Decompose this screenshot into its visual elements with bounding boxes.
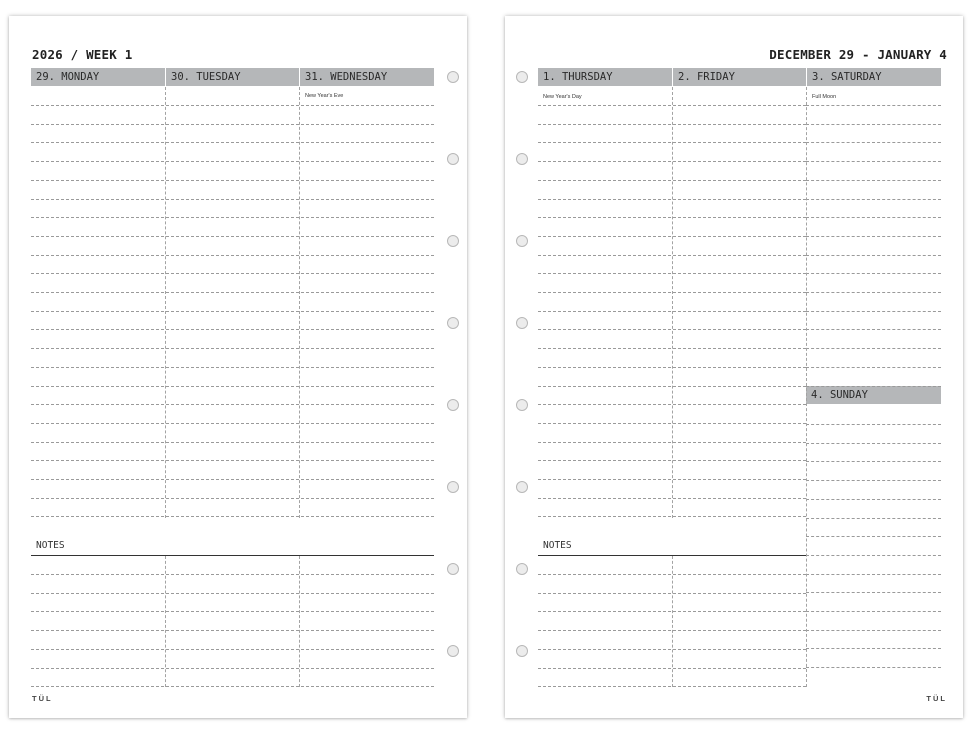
ruled-line	[806, 329, 941, 330]
column-divider	[672, 556, 673, 687]
ruled-line	[806, 124, 941, 125]
ruled-line	[806, 255, 941, 256]
ruled-line	[806, 367, 941, 368]
binder-disc-icon	[515, 234, 529, 248]
ruled-line	[806, 499, 941, 500]
ruled-line	[31, 516, 434, 517]
ruled-line	[31, 423, 434, 424]
column-divider	[672, 87, 673, 518]
right-page	[505, 16, 963, 718]
day-header-saturday: 3. SATURDAY	[806, 68, 941, 86]
holiday-label: New Year's Eve	[305, 93, 344, 99]
binder-disc-icon	[515, 316, 529, 330]
ruled-line	[806, 311, 941, 312]
binder-disc-icon	[515, 398, 529, 412]
ruled-line	[806, 536, 941, 537]
sunday-header-bar	[806, 386, 941, 404]
ruled-line	[31, 574, 434, 575]
ruled-line	[806, 161, 941, 162]
ruled-line	[31, 630, 434, 631]
column-divider	[299, 87, 300, 518]
ruled-line	[806, 630, 941, 631]
ruled-line	[31, 367, 434, 368]
ruled-line	[806, 518, 941, 519]
day-header-thursday: 1. THURSDAY	[543, 71, 613, 83]
binder-disc-icon	[446, 398, 460, 412]
binder-disc-icon	[515, 644, 529, 658]
ruled-line	[31, 236, 434, 237]
ruled-line	[806, 480, 941, 481]
ruled-line	[806, 236, 941, 237]
column-divider	[165, 556, 166, 687]
binder-disc-icon	[446, 562, 460, 576]
column-divider	[165, 87, 166, 518]
brand-logo: TÜL	[926, 694, 947, 703]
binder-disc-icon	[446, 70, 460, 84]
binder-disc-icon	[446, 316, 460, 330]
brand-logo: TÜL	[32, 694, 53, 703]
ruled-line	[806, 648, 941, 649]
notes-rule	[31, 555, 434, 556]
ruled-line	[31, 255, 434, 256]
ruled-line	[806, 217, 941, 218]
ruled-line	[806, 443, 941, 444]
ruled-line	[806, 292, 941, 293]
ruled-line	[31, 292, 434, 293]
ruled-line	[31, 479, 434, 480]
ruled-line	[31, 649, 434, 650]
ruled-line	[806, 273, 941, 274]
ruled-line	[31, 180, 434, 181]
ruled-line	[31, 498, 434, 499]
ruled-line	[31, 668, 434, 669]
day-header-tuesday: 30. TUESDAY	[165, 68, 299, 86]
ruled-line	[806, 142, 941, 143]
ruled-line	[806, 667, 941, 668]
ruled-line	[806, 180, 941, 181]
day-header-bar	[31, 68, 434, 86]
binder-disc-icon	[515, 152, 529, 166]
binder-disc-icon	[446, 152, 460, 166]
ruled-line	[31, 348, 434, 349]
ruled-line	[31, 273, 434, 274]
ruled-line	[31, 686, 434, 687]
ruled-line	[31, 329, 434, 330]
binder-disc-icon	[515, 480, 529, 494]
ruled-line	[31, 161, 434, 162]
ruled-line	[31, 105, 434, 106]
ruled-line	[31, 442, 434, 443]
ruled-line	[31, 217, 434, 218]
ruled-line	[806, 199, 941, 200]
ruled-line	[31, 593, 434, 594]
week-title: 2026 / WEEK 1	[32, 47, 133, 62]
notes-label: NOTES	[36, 540, 65, 551]
date-range-title: DECEMBER 29 - JANUARY 4	[769, 47, 947, 62]
ruled-line	[31, 611, 434, 612]
ruled-line	[806, 386, 941, 387]
column-divider	[806, 87, 807, 687]
day-header-bar	[538, 68, 941, 86]
ruled-line	[31, 199, 434, 200]
binder-disc-icon	[446, 480, 460, 494]
ruled-line	[31, 124, 434, 125]
moon-phase-label: Full Moon	[812, 94, 837, 100]
binder-disc-icon	[446, 234, 460, 248]
ruled-line	[806, 105, 941, 106]
ruled-line	[806, 611, 941, 612]
left-page	[9, 16, 467, 718]
day-header-sunday: 4. SUNDAY	[811, 389, 868, 401]
ruled-line	[31, 404, 434, 405]
ruled-line	[806, 461, 941, 462]
ruled-line	[806, 592, 941, 593]
ruled-line	[31, 386, 434, 387]
holiday-label: New Year's Day	[543, 94, 582, 100]
day-header-monday: 29. MONDAY	[36, 71, 100, 83]
ruled-line	[806, 424, 941, 425]
ruled-line	[31, 311, 434, 312]
ruled-line	[31, 142, 434, 143]
ruled-line	[31, 460, 434, 461]
ruled-line	[806, 574, 941, 575]
day-header-friday: 2. FRIDAY	[672, 68, 806, 86]
notes-label: NOTES	[543, 540, 572, 551]
binder-disc-icon	[515, 70, 529, 84]
column-divider	[299, 556, 300, 687]
binder-disc-icon	[446, 644, 460, 658]
ruled-line	[806, 348, 941, 349]
binder-disc-icon	[515, 562, 529, 576]
ruled-line	[806, 555, 941, 556]
day-header-wednesday: 31. WEDNESDAY	[299, 68, 434, 86]
